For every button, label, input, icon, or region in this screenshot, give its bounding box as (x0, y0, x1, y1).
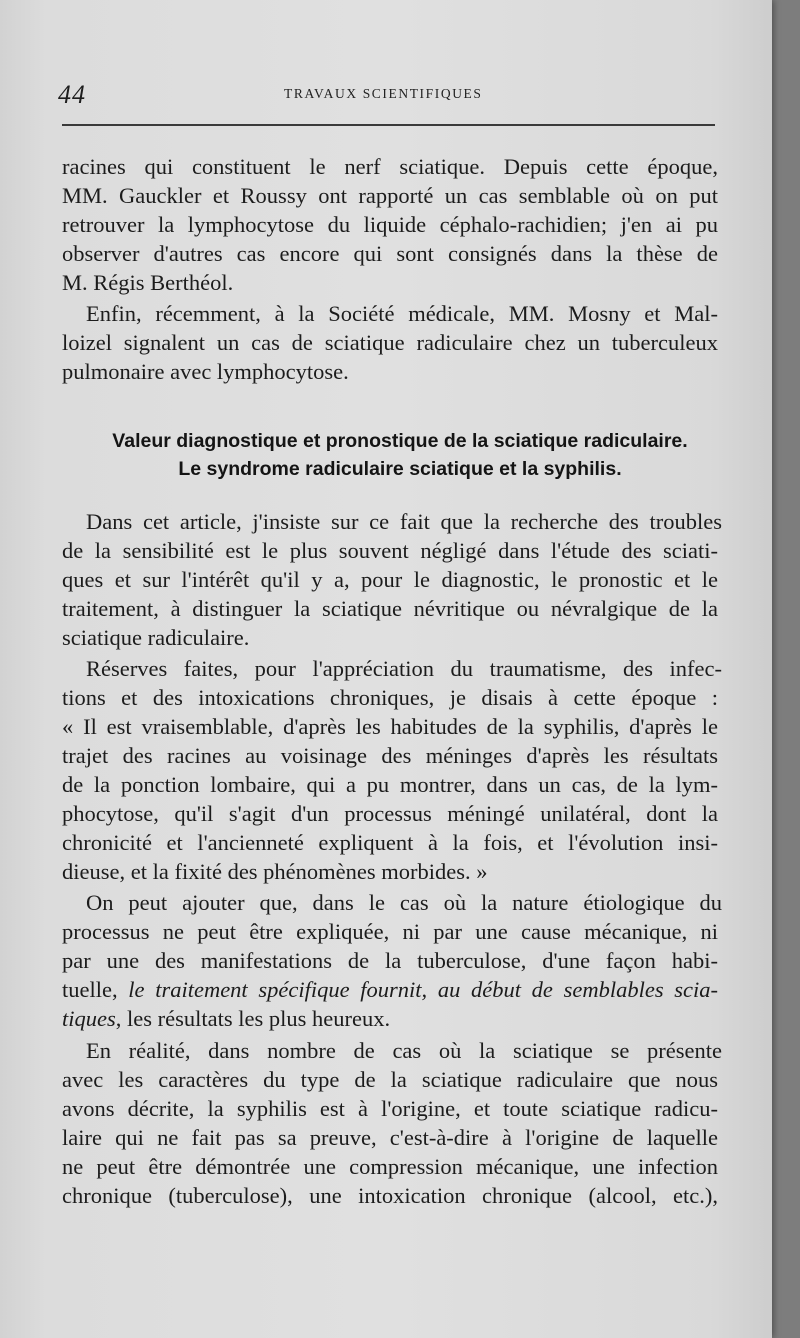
text-line: tions et des intoxications chroniques, je disais à cette époque : (62, 685, 718, 710)
text-line: trajet des racines au voisinage des méninges d'après les résultats (62, 743, 718, 768)
text-line: Dans cet article, j'insiste sur ce fait que la recherche des troubles (86, 509, 722, 534)
text-line: retrouver la lymphocytose du liquide céphalo-rachidien; j'en ai pu (62, 212, 718, 237)
text-line: Réserves faites, pour l'appréciation du traumatisme, des infec- (86, 656, 722, 681)
text-line: laire qui ne fait pas sa preuve, c'est-à-dire à l'origine de laquelle (62, 1125, 718, 1150)
text-line: En réalité, dans nombre de cas où la sciatique se présente (86, 1038, 722, 1063)
text-line: de la ponction lombaire, qui a pu montrer, dans un cas, de la lym- (62, 772, 718, 797)
text-line: ques et sur l'intérêt qu'il y a, pour le diagnostic, le pronostic et le (62, 567, 718, 592)
text-span: tuelle, (62, 977, 129, 1002)
page-number: 44 (58, 80, 86, 109)
text-line (62, 1005, 718, 1033)
text-line: avons décrite, la syphilis est à l'origine, et toute sciatique radicu- (62, 1096, 718, 1121)
section-heading-line-2: Le syndrome radiculaire sciatique et la syphilis. (178, 458, 622, 480)
text-line (62, 976, 718, 1004)
text-line: sciatique radiculaire. (62, 625, 250, 650)
text-line: pulmonaire avec lymphocytose. (62, 359, 349, 384)
text-line: ne peut être démontrée une compression mécanique, une infection (62, 1154, 718, 1179)
text-line: chronique (tuberculose), une intoxication chronique (alcool, etc.), (62, 1183, 718, 1208)
text-span: , les résultats les plus heureux. (115, 1006, 391, 1031)
text-line: phocytose, qu'il s'agit d'un processus méningé unilatéral, dont la (62, 801, 718, 826)
text-line: Enfin, récemment, à la Société médicale, MM. Mosny et Mal- (86, 301, 718, 326)
text-line: racines qui constituent le nerf sciatique. Depuis cette époque, (62, 154, 718, 179)
text-line: par une des manifestations de la tuberculose, d'une façon habi- (62, 948, 718, 973)
italic-text: tiques (62, 1006, 116, 1031)
text-line: M. Régis Berthéol. (62, 270, 234, 295)
running-head: TRAVAUX SCIENTIFIQUES (284, 86, 483, 101)
text-line: MM. Gauckler et Roussy ont rapporté un cas semblable où on put (62, 183, 718, 208)
text-line: avec les caractères du type de la sciatique radiculaire que nous (62, 1067, 718, 1092)
header-rule (62, 124, 715, 126)
text-line: dieuse, et la fixité des phénomènes morbides. » (62, 859, 488, 884)
text-line: « Il est vraisemblable, d'après les habitudes de la syphilis, d'après le (62, 714, 718, 739)
text-line: chronicité et l'ancienneté expliquent à la fois, et l'évolution insi- (62, 830, 718, 855)
text-line: loizel signalent un cas de sciatique radiculaire chez un tuberculeux (62, 330, 718, 355)
text-line: traitement, à distinguer la sciatique névritique ou névralgique de la (62, 596, 718, 621)
text-line: de la sensibilité est le plus souvent négligé dans l'étude des sciati- (62, 538, 718, 563)
italic-text: le traitement spécifique fournit, au début de semblables scia- (128, 977, 718, 1002)
text-line: processus ne peut être expliquée, ni par une cause mécanique, ni (62, 919, 718, 944)
section-heading-line-1: Valeur diagnostique et pronostique de la sciatique radiculaire. (112, 430, 688, 452)
text-line: observer d'autres cas encore qui sont consignés dans la thèse de (62, 241, 718, 266)
text-line: On peut ajouter que, dans le cas où la nature étiologique du (86, 890, 722, 915)
